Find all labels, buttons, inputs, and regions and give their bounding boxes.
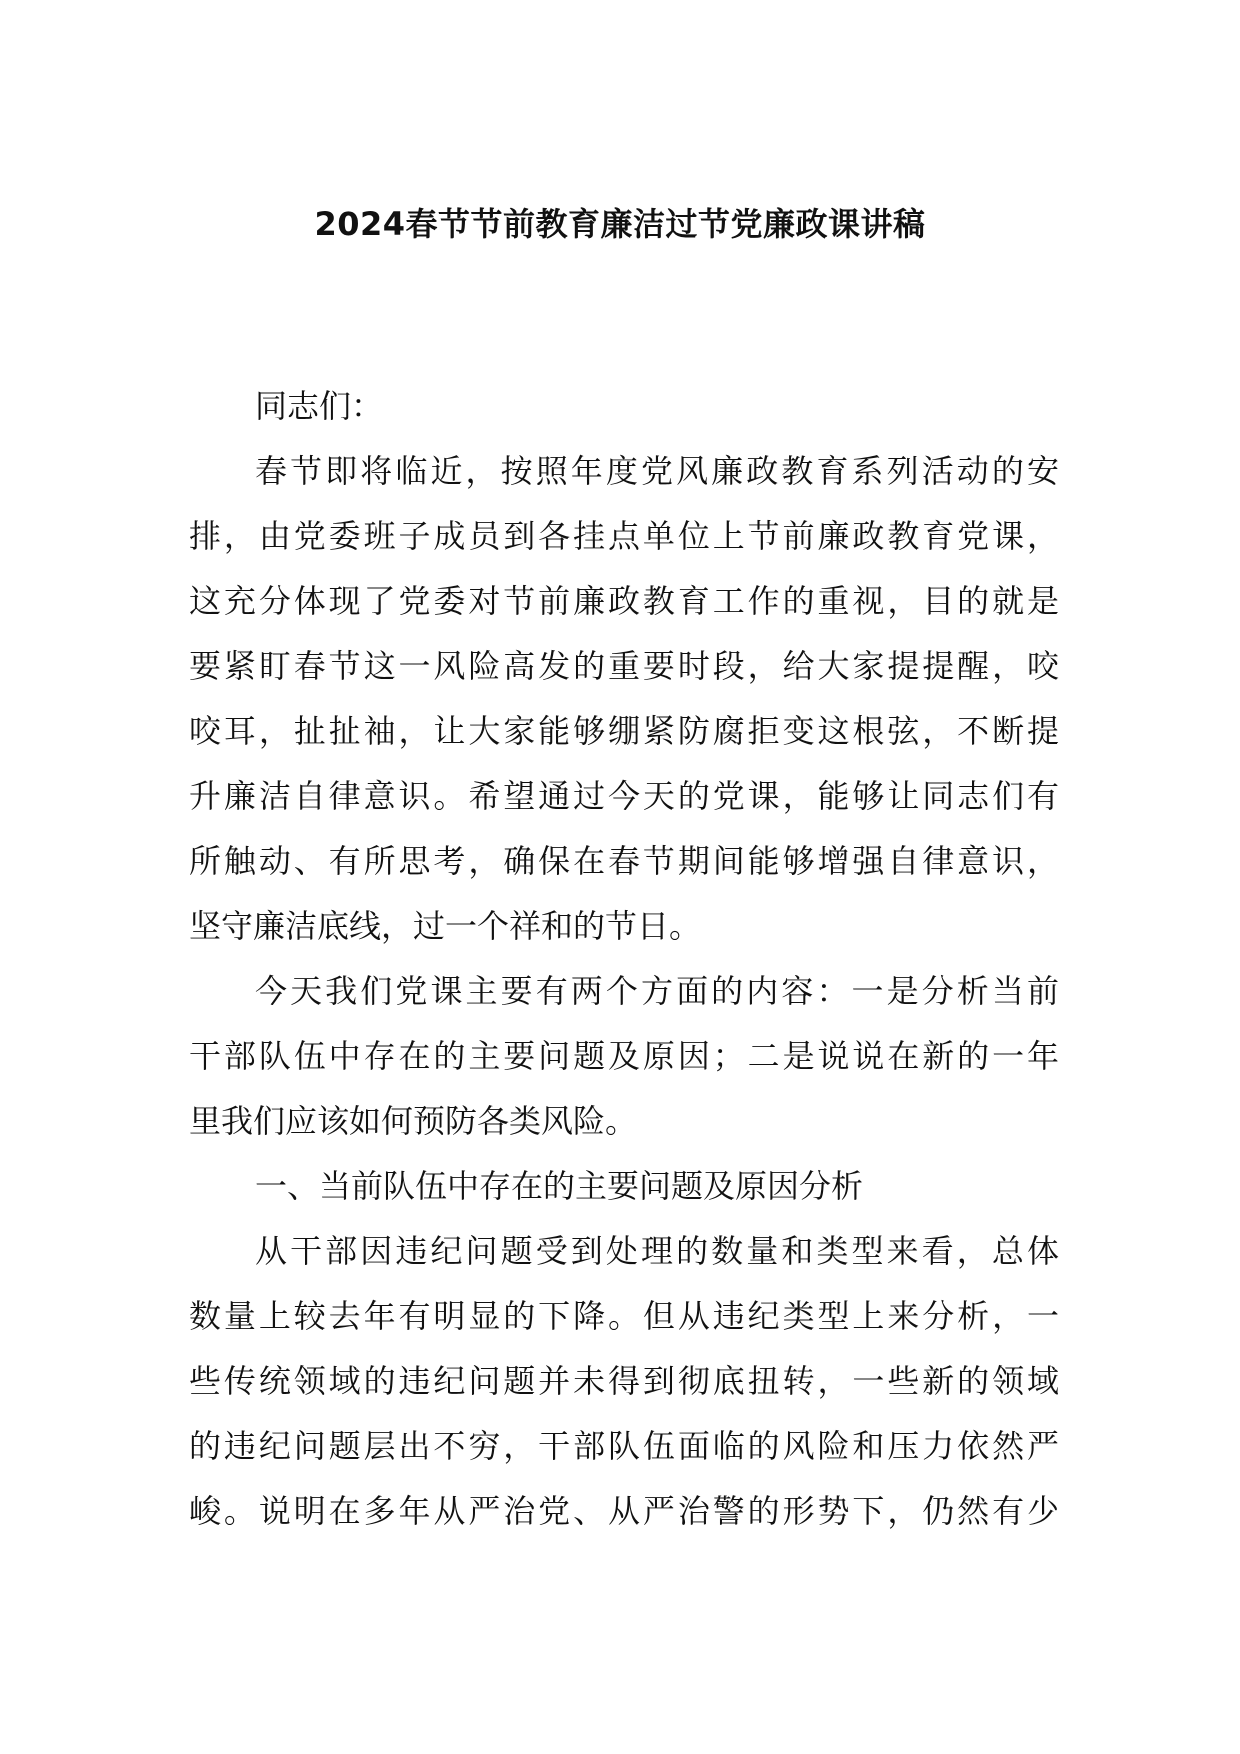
paragraph-line: 峻。说明在多年从严治党、从严治警的形势下，仍然有少: [189, 1492, 1059, 1530]
paragraph-line: 春节即将临近，按照年度党风廉政教育系列活动的安: [255, 452, 1059, 490]
paragraph-line: 里我们应该如何预防各类风险。: [189, 1102, 638, 1140]
paragraph-line: 要紧盯春节这一风险高发的重要时段，给大家提提醒，咬: [189, 647, 1059, 685]
paragraph-line: 数量上较去年有明显的下降。但从违纪类型上来分析，一: [189, 1297, 1059, 1335]
paragraph-line: 些传统领域的违纪问题并未得到彻底扭转，一些新的领域: [189, 1362, 1059, 1400]
paragraph-line: 干部队伍中存在的主要问题及原因；二是说说在新的一年: [189, 1037, 1059, 1075]
paragraph-line: 坚守廉洁底线，过一个祥和的节日。: [189, 907, 702, 945]
document-title: 2024春节节前教育廉洁过节党廉政课讲稿: [314, 205, 926, 243]
paragraph-line: 的违纪问题层出不穷，干部队伍面临的风险和压力依然严: [189, 1427, 1059, 1465]
paragraph-line: 咬耳，扯扯袖，让大家能够绷紧防腐拒变这根弦，不断提: [189, 712, 1059, 750]
document-body: [189, 374, 1059, 1544]
paragraph-line: 这充分体现了党委对节前廉政教育工作的重视，目的就是: [189, 582, 1059, 620]
salutation-line: 同志们：: [255, 387, 384, 425]
paragraph-line: 今天我们党课主要有两个方面的内容：一是分析当前: [255, 972, 1059, 1010]
paragraph-line: 所触动、有所思考，确保在春节期间能够增强自律意识，: [189, 842, 1059, 880]
paragraph-line: 排，由党委班子成员到各挂点单位上节前廉政教育党课，: [189, 517, 1059, 555]
section-heading: 一、当前队伍中存在的主要问题及原因分析: [255, 1167, 864, 1205]
paragraph-line: 从干部因违纪问题受到处理的数量和类型来看，总体: [255, 1232, 1059, 1270]
paragraph-line: 升廉洁自律意识。希望通过今天的党课，能够让同志们有: [189, 777, 1059, 815]
